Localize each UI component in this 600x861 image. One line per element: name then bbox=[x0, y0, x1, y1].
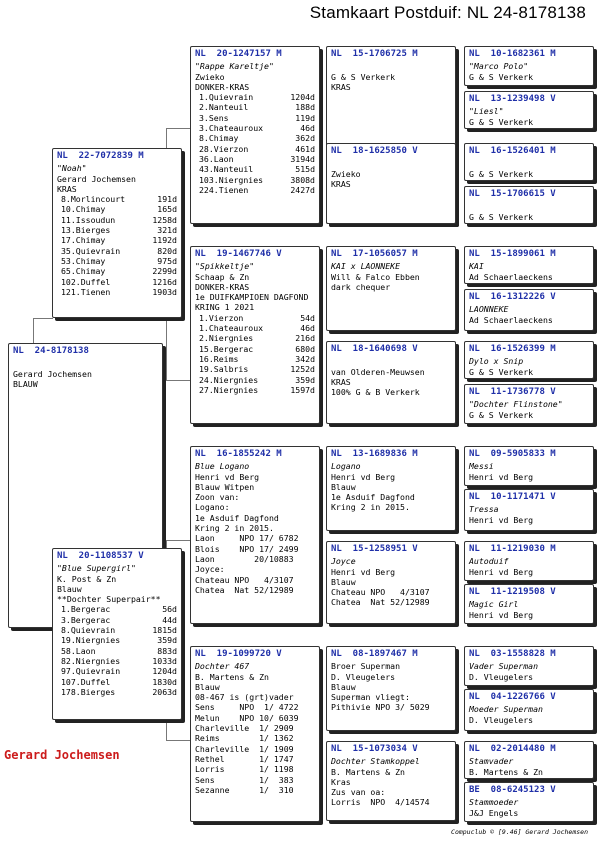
pigeon-card bbox=[464, 91, 594, 129]
pigeon-info-line: Magic Girl bbox=[469, 599, 519, 610]
pigeon-info-line: Blois NPO 17/ 2499 bbox=[195, 543, 299, 554]
pigeon-info-line bbox=[469, 201, 589, 211]
pigeon-info-line: K. Post & Zn bbox=[57, 573, 117, 584]
pigeon-card bbox=[326, 246, 456, 331]
ring-number: NL 13-1689836 M bbox=[331, 449, 418, 459]
race-result: 2.Nanteuil bbox=[199, 102, 249, 113]
pigeon-info-line: LAONNEKE bbox=[469, 304, 509, 315]
pigeon-card bbox=[464, 143, 594, 181]
race-distance: 119d bbox=[295, 112, 315, 123]
pigeon-card bbox=[464, 741, 594, 779]
race-distance: 2299d bbox=[152, 266, 177, 277]
race-result: 1.Bergerac bbox=[61, 604, 111, 615]
pigeon-card bbox=[464, 446, 594, 486]
race-result-row bbox=[57, 225, 177, 235]
pigeon-info-line bbox=[331, 61, 451, 71]
pigeon-card bbox=[464, 689, 594, 731]
race-result-row bbox=[57, 235, 177, 245]
pigeon-info-line: Chateau NPO 4/3107 bbox=[331, 587, 430, 598]
race-distance: 321d bbox=[157, 225, 177, 236]
race-distance: 1830d bbox=[152, 676, 177, 687]
race-result: 3.Sens bbox=[199, 112, 229, 123]
race-result-row bbox=[195, 113, 315, 123]
race-distance: 1192d bbox=[152, 235, 177, 246]
pigeon-info-line bbox=[13, 358, 158, 368]
pigeon-info-line: 08-467 is (grt)vader bbox=[195, 692, 294, 703]
pigeon-info-line: KAI bbox=[469, 261, 484, 272]
pigeon-info-line: Stamvader bbox=[469, 756, 514, 767]
race-result: 28.Vierzon bbox=[199, 143, 249, 154]
pigeon-info-line: B. Martens & Zn bbox=[469, 766, 543, 777]
pigeon-info-line: DONKER-KRAS bbox=[195, 281, 250, 292]
race-result: 11.Issoudun bbox=[61, 214, 116, 225]
ring-number: NL 08-1897467 M bbox=[331, 649, 418, 659]
race-distance: 359d bbox=[295, 374, 315, 385]
pigeon-info-line: Blauw bbox=[331, 576, 356, 587]
race-distance: 461d bbox=[295, 143, 315, 154]
race-result: 58.Laon bbox=[61, 645, 96, 656]
race-distance: 1252d bbox=[290, 364, 315, 375]
race-result: 82.Niergnies bbox=[61, 655, 121, 666]
race-result: 8.Morlincourt bbox=[61, 194, 126, 205]
pigeon-card bbox=[464, 289, 594, 331]
race-distance: 515d bbox=[295, 164, 315, 175]
race-result-row bbox=[57, 625, 177, 635]
race-result: 103.Niergnies bbox=[199, 174, 264, 185]
race-distance: 1216d bbox=[152, 276, 177, 287]
pigeon-info-line: Stammoeder bbox=[469, 797, 519, 808]
pigeon-info-line: G & S Verkerk bbox=[331, 71, 396, 82]
connector-line bbox=[166, 540, 190, 541]
race-distance: 1204d bbox=[290, 92, 315, 103]
race-distance: 1033d bbox=[152, 655, 177, 666]
race-result-row bbox=[57, 266, 177, 276]
race-result-row bbox=[57, 215, 177, 225]
ring-number: NL 09-5905833 M bbox=[469, 449, 556, 459]
pigeon-info-line bbox=[469, 158, 589, 168]
pigeon-info-line: dark chequer bbox=[331, 281, 391, 292]
pigeon-info-line: Logano: bbox=[195, 502, 230, 513]
pigeon-info-line: Sens NPO 1/ 4722 bbox=[195, 702, 299, 713]
pigeon-info-line: "Rappe Kareltje" bbox=[195, 61, 274, 72]
pigeon-info-line: Joyce bbox=[331, 556, 356, 567]
pigeon-info-line: G & S Verkerk bbox=[469, 211, 534, 222]
pigeon-info-line: Lorris NPO 4/14574 bbox=[331, 797, 430, 808]
race-distance: 2427d bbox=[290, 184, 315, 195]
race-result: 27.Niergnies bbox=[199, 384, 259, 395]
pigeon-card bbox=[464, 646, 594, 686]
pigeon-info-line: DONKER-KRAS bbox=[195, 81, 250, 92]
race-result-row bbox=[195, 344, 315, 354]
pigeon-info-line: D. Vleugelers bbox=[469, 671, 534, 682]
pigeon-info-line: Blauw Witpen bbox=[195, 481, 255, 492]
pigeon-info-line: "Marco Polo" bbox=[469, 61, 529, 72]
race-result-row bbox=[195, 154, 315, 164]
ring-number: NL 16-1526399 M bbox=[469, 344, 556, 354]
ring-number: NL 16-1526401 M bbox=[469, 146, 556, 156]
race-result-row bbox=[195, 375, 315, 385]
ring-number: NL 11-1219030 M bbox=[469, 544, 556, 554]
pigeon-info-line: Gerard Jochemsen bbox=[13, 368, 92, 379]
pigeon-info-line: Henri vd Berg bbox=[469, 566, 534, 577]
pigeon-info-line: Dylo x Snip bbox=[469, 356, 524, 367]
race-result: 8.Chimay bbox=[199, 133, 239, 144]
pigeon-info-line: Zus van oa: bbox=[331, 787, 386, 798]
race-result: 19.Niergnies bbox=[61, 635, 121, 646]
race-result-row bbox=[57, 635, 177, 645]
pigeon-info-line: **Dochter Superpair** bbox=[57, 594, 161, 605]
race-result-row bbox=[195, 364, 315, 374]
pigeon-info-line: Tressa bbox=[469, 504, 499, 515]
pigeon-info-line: G & S Verkerk bbox=[469, 168, 534, 179]
ring-number: NL 10-1171471 V bbox=[469, 492, 556, 502]
pigeon-info-line: Henri vd Berg bbox=[331, 566, 396, 577]
pigeon-info-line: "Noah" bbox=[57, 163, 87, 174]
pigeon-card bbox=[326, 646, 456, 731]
ring-number: NL 24-8178138 bbox=[13, 346, 89, 356]
ring-number: NL 04-1226766 V bbox=[469, 692, 556, 702]
pigeon-info-line: Reims 1/ 1362 bbox=[195, 733, 294, 744]
ring-number: NL 11-1736778 V bbox=[469, 387, 556, 397]
race-result: 102.Duffel bbox=[61, 276, 111, 287]
pigeon-info-line: KRAS bbox=[331, 178, 351, 189]
pigeon-info-line: Dochter Stamkoppel bbox=[331, 756, 420, 767]
race-result: 2.Niergnies bbox=[199, 333, 254, 344]
pigeon-info-line: Autoduif bbox=[469, 556, 509, 567]
race-distance: 1204d bbox=[152, 666, 177, 677]
race-result-row bbox=[195, 92, 315, 102]
race-result-row bbox=[57, 256, 177, 266]
pigeon-info-line: Moeder Superman bbox=[469, 704, 543, 715]
pigeon-info-line: Broer Superman bbox=[331, 661, 401, 672]
pigeon-info-line: Henri vd Berg bbox=[331, 471, 396, 482]
race-result-row bbox=[195, 385, 315, 395]
pigeon-info-line: Kring 2 in 2015. bbox=[331, 502, 410, 513]
pigeon-info-line: D. Vleugelers bbox=[469, 714, 534, 725]
pigeon-info-line: BLAUW bbox=[13, 378, 38, 389]
pigeon-card bbox=[326, 341, 456, 424]
race-distance: 1597d bbox=[290, 384, 315, 395]
pigeon-card bbox=[464, 541, 594, 581]
race-result: 1.Quievrain bbox=[199, 92, 254, 103]
race-result: 1.Chateauroux bbox=[199, 323, 264, 334]
pigeon-info-line: Laon 20/10883 bbox=[195, 553, 294, 564]
connector-line bbox=[33, 318, 53, 319]
pigeon-card bbox=[464, 46, 594, 86]
pigeon-info-line: Chatea Nat 52/12989 bbox=[331, 597, 430, 608]
pigeon-card bbox=[326, 741, 456, 821]
pigeon-info-line: Rethel 1/ 1747 bbox=[195, 753, 294, 764]
ring-number: NL 15-1073034 V bbox=[331, 744, 418, 754]
race-result-row bbox=[195, 102, 315, 112]
pigeon-info-line: "Blue Supergirl" bbox=[57, 563, 136, 574]
race-result-row bbox=[195, 144, 315, 154]
pigeon-info-line: Sens 1/ 383 bbox=[195, 774, 294, 785]
race-result: 8.Quievrain bbox=[61, 625, 116, 636]
race-result: 13.Bierges bbox=[61, 225, 111, 236]
race-distance: 1258d bbox=[152, 214, 177, 225]
race-result: 36.Laon bbox=[199, 153, 234, 164]
pigeon-info-line: Kring 2 in 2015. bbox=[195, 523, 274, 534]
ring-number: NL 11-1219508 V bbox=[469, 587, 556, 597]
race-result: 15.Bergerac bbox=[199, 343, 254, 354]
pigeon-info-line: Messi bbox=[469, 461, 494, 472]
pigeon-info-line bbox=[331, 356, 451, 366]
pigeon-info-line: KRAS bbox=[331, 376, 351, 387]
pigeon-info-line: 1e DUIFKAMPIOEN DAGFOND bbox=[195, 292, 309, 303]
ring-number: NL 16-1855242 M bbox=[195, 449, 282, 459]
race-distance: 165d bbox=[157, 204, 177, 215]
race-result-row bbox=[57, 194, 177, 204]
pigeon-card bbox=[464, 584, 594, 624]
pigeon-info-line: Chateau NPO 4/3107 bbox=[195, 574, 294, 585]
pigeon-card bbox=[190, 646, 320, 822]
pigeon-card bbox=[464, 341, 594, 379]
pigeon-info-line: 1e Asduif Dagfond bbox=[195, 512, 279, 523]
race-result-row bbox=[57, 204, 177, 214]
race-result: 224.Tienen bbox=[199, 184, 249, 195]
race-result: 1.Vierzon bbox=[199, 312, 244, 323]
ring-number: NL 19-1099720 V bbox=[195, 649, 282, 659]
pigeon-info-line: Pithivie NPO 3/ 5029 bbox=[331, 702, 430, 713]
race-result-row bbox=[195, 313, 315, 323]
footer-credit: Compuclub © [9.46] Gerard Jochemsen bbox=[451, 828, 588, 836]
race-distance: 54d bbox=[300, 312, 315, 323]
race-distance: 216d bbox=[295, 333, 315, 344]
race-distance: 46d bbox=[300, 123, 315, 134]
pigeon-info-line: Henri vd Berg bbox=[469, 609, 534, 620]
pigeon-card bbox=[464, 246, 594, 284]
race-result-row bbox=[195, 133, 315, 143]
race-result: 35.Quievrain bbox=[61, 245, 121, 256]
race-result: 3.Chateauroux bbox=[199, 123, 264, 134]
race-distance: 188d bbox=[295, 102, 315, 113]
pigeon-info-line: van Olderen-Meuwsen bbox=[331, 366, 425, 377]
pigeon-info-line: Henri vd Berg bbox=[469, 471, 534, 482]
ring-number: NL 15-1706615 V bbox=[469, 189, 556, 199]
pigeon-info-line: Superman vliegt: bbox=[331, 692, 410, 703]
pigeon-info-line: G & S Verkerk bbox=[469, 116, 534, 127]
race-result: 16.Reims bbox=[199, 353, 239, 364]
pigeon-info-line: Schaap & Zn bbox=[195, 271, 250, 282]
pigeon-card bbox=[190, 46, 320, 224]
pigeon-info-line: Ad Schaerlaeckens bbox=[469, 271, 553, 282]
race-result-row bbox=[57, 246, 177, 256]
pigeon-info-line: Blauw bbox=[195, 681, 220, 692]
pigeon-info-line: Zwieko bbox=[331, 168, 361, 179]
pigeon-info-line: B. Martens & Zn bbox=[331, 766, 405, 777]
pigeon-info-line: KRING 1 2021 bbox=[195, 302, 255, 313]
pigeon-info-line: Melun NPO 10/ 6039 bbox=[195, 712, 299, 723]
pigeon-info-line: Joyce: bbox=[195, 564, 225, 575]
pigeon-info-line: KRAS bbox=[57, 183, 77, 194]
ring-number: NL 15-1706725 M bbox=[331, 49, 418, 59]
race-result: 3.Bergerac bbox=[61, 614, 111, 625]
race-result: 121.Tienen bbox=[61, 286, 111, 297]
pigeon-info-line: "Spikkeltje" bbox=[195, 261, 255, 272]
ring-number: NL 20-1247157 M bbox=[195, 49, 282, 59]
pigeon-info-line: 100% G & B Verkerk bbox=[331, 387, 420, 398]
pigeon-info-line: Charleville 1/ 1909 bbox=[195, 743, 294, 754]
pigeon-card bbox=[326, 541, 456, 624]
race-distance: 342d bbox=[295, 353, 315, 364]
pigeon-info-line: Blue Logano bbox=[195, 461, 250, 472]
pigeon-info-line: Blauw bbox=[331, 681, 356, 692]
connector-line bbox=[166, 128, 190, 129]
pigeon-card bbox=[190, 446, 320, 624]
ring-number: NL 13-1239498 V bbox=[469, 94, 556, 104]
race-result: 17.Chimay bbox=[61, 235, 106, 246]
ring-number: NL 22-7072839 M bbox=[57, 151, 144, 161]
race-result-row bbox=[57, 656, 177, 666]
race-result: 53.Chimay bbox=[61, 255, 106, 266]
race-result: 178.Bierges bbox=[61, 686, 116, 697]
race-distance: 56d bbox=[162, 604, 177, 615]
race-distance: 680d bbox=[295, 343, 315, 354]
race-result-row bbox=[57, 646, 177, 656]
pigeon-info-line: Vader Superman bbox=[469, 661, 539, 672]
pigeon-info-line: Charleville 1/ 2909 bbox=[195, 723, 294, 734]
pigeon-info-line: Kras bbox=[331, 776, 351, 787]
pigeon-info-line: G & S Verkerk bbox=[469, 366, 534, 377]
ring-number: NL 17-1056057 M bbox=[331, 249, 418, 259]
ring-number: NL 18-1625850 V bbox=[331, 146, 418, 156]
race-result-row bbox=[195, 354, 315, 364]
race-distance: 883d bbox=[157, 645, 177, 656]
pigeon-info-line: Zoon van: bbox=[195, 492, 240, 503]
pigeon-card bbox=[190, 246, 320, 424]
race-distance: 1903d bbox=[152, 286, 177, 297]
pigeon-card bbox=[464, 782, 594, 822]
race-result-row bbox=[57, 604, 177, 614]
race-result: 24.Niergnies bbox=[199, 374, 259, 385]
race-result-row bbox=[195, 164, 315, 174]
pigeon-card bbox=[464, 384, 594, 424]
owner-name: Gerard Jochemsen bbox=[4, 748, 120, 762]
pigeon-info-line: Sezanne 1/ 310 bbox=[195, 784, 294, 795]
pigeon-card bbox=[464, 186, 594, 224]
ring-number: NL 15-1258951 V bbox=[331, 544, 418, 554]
ring-number: NL 16-1312226 V bbox=[469, 292, 556, 302]
pigeon-info-line: Will & Falco Ebben bbox=[331, 271, 420, 282]
pigeon-card bbox=[326, 143, 456, 224]
pigeon-card bbox=[52, 148, 182, 318]
race-result-row bbox=[195, 123, 315, 133]
race-result-row bbox=[195, 185, 315, 195]
pigeon-info-line: G & S Verkerk bbox=[469, 409, 534, 420]
pigeon-card bbox=[326, 446, 456, 531]
pigeon-info-line: Lorris 1/ 1198 bbox=[195, 764, 294, 775]
pigeon-info-line: J&J Engels bbox=[469, 807, 519, 818]
race-result-row bbox=[57, 687, 177, 697]
pigeon-info-line: Ad Schaerlaeckens bbox=[469, 314, 553, 325]
race-result: 43.Nanteuil bbox=[199, 164, 254, 175]
connector-line bbox=[166, 380, 190, 381]
pigeon-info-line: D. Vleugelers bbox=[331, 671, 396, 682]
race-result: 10.Chimay bbox=[61, 204, 106, 215]
race-distance: 820d bbox=[157, 245, 177, 256]
race-result-row bbox=[195, 175, 315, 185]
pigeon-info-line: G & S Verkerk bbox=[469, 71, 534, 82]
race-distance: 362d bbox=[295, 133, 315, 144]
pigeon-info-line: Zwieko bbox=[195, 71, 225, 82]
pigeon-info-line: 1e Asduif Dagfond bbox=[331, 492, 415, 503]
race-result: 97.Quievrain bbox=[61, 666, 121, 677]
pigeon-card bbox=[52, 548, 182, 720]
ring-number: NL 19-1467746 V bbox=[195, 249, 282, 259]
ring-number: NL 10-1682361 M bbox=[469, 49, 556, 59]
race-distance: 191d bbox=[157, 194, 177, 205]
pigeon-info-line: KAI x LAONNEKE bbox=[331, 261, 401, 272]
pigeon-info-line: "Liesl" bbox=[469, 106, 504, 117]
ring-number: BE 08-6245123 V bbox=[469, 785, 556, 795]
race-result: 107.Duffel bbox=[61, 676, 111, 687]
race-result: 65.Chimay bbox=[61, 266, 106, 277]
race-result-row bbox=[57, 677, 177, 687]
race-result-row bbox=[195, 333, 315, 343]
pigeon-info-line: Laon NPO 17/ 6782 bbox=[195, 533, 299, 544]
pigeon-card bbox=[464, 489, 594, 531]
ring-number: NL 20-1108537 V bbox=[57, 551, 144, 561]
pigeon-info-line: Logano bbox=[331, 461, 361, 472]
ring-number: NL 18-1640698 V bbox=[331, 344, 418, 354]
pigeon-info-line: Blauw bbox=[57, 583, 82, 594]
race-result-row bbox=[195, 323, 315, 333]
pigeon-info-line: Dochter 467 bbox=[195, 661, 250, 672]
connector-line bbox=[166, 740, 190, 741]
pigeon-info-line: KRAS bbox=[331, 81, 351, 92]
pigeon-info-line: Blauw bbox=[331, 481, 356, 492]
race-result-row bbox=[57, 287, 177, 297]
pigeon-info-line: B. Martens & Zn bbox=[195, 671, 269, 682]
race-distance: 359d bbox=[157, 635, 177, 646]
pigeon-info-line: Gerard Jochemsen bbox=[57, 173, 136, 184]
race-distance: 46d bbox=[300, 323, 315, 334]
race-distance: 975d bbox=[157, 255, 177, 266]
race-result-row bbox=[57, 666, 177, 676]
pigeon-info-line: "Dochter Flinstone" bbox=[469, 399, 563, 410]
pigeon-info-line: Chatea Nat 52/12989 bbox=[195, 584, 294, 595]
ring-number: NL 03-1558828 M bbox=[469, 649, 556, 659]
ring-number: NL 02-2014480 M bbox=[469, 744, 556, 754]
pigeon-info-line bbox=[331, 158, 451, 168]
page-title: Stamkaart Postduif: NL 24-8178138 bbox=[309, 3, 586, 22]
race-result-row bbox=[57, 615, 177, 625]
pigeon-info-line: Henri vd Berg bbox=[195, 471, 260, 482]
race-result-row bbox=[57, 277, 177, 287]
race-distance: 3194d bbox=[290, 153, 315, 164]
race-distance: 44d bbox=[162, 614, 177, 625]
race-distance: 3808d bbox=[290, 174, 315, 185]
race-distance: 1815d bbox=[152, 625, 177, 636]
ring-number: NL 15-1899061 M bbox=[469, 249, 556, 259]
pigeon-info-line: Henri vd Berg bbox=[469, 514, 534, 525]
race-distance: 2063d bbox=[152, 686, 177, 697]
race-result: 19.Salbris bbox=[199, 364, 249, 375]
